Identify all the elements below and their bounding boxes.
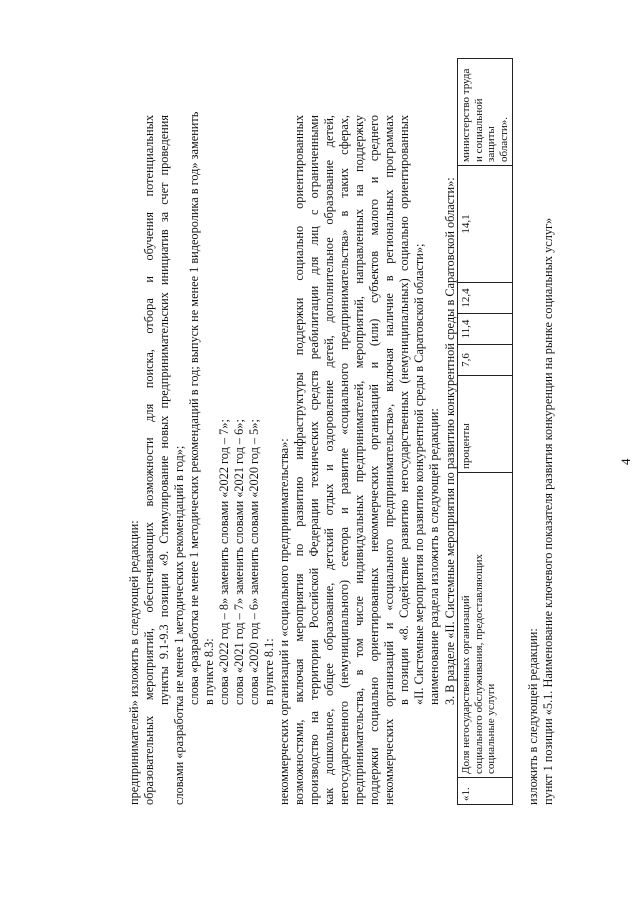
indicator-name-line: социального обслуживания, предоставляющих (472, 554, 485, 774)
body-line: некоммерческих организаций и «социального предпринимательства»: (277, 438, 291, 805)
body-line: как дошкольное, общее образование, детский отдых и оздоровление детей, дополнительное образование детей, (322, 115, 336, 805)
responsible-cell (458, 59, 513, 166)
indicator-name-line: социальные услуги (485, 683, 497, 774)
value-2022: 12,4 (458, 283, 513, 314)
body-line: производство на территории Российской Федерации технических средств реабилитации для лиц с ограниченными (307, 115, 321, 805)
body-line: негосударственного (немуниципального) сектора и развитие «социального предпринимательства» в таких сферах, (337, 115, 351, 805)
indicator-name-line: Доля негосударственных организаций (460, 595, 472, 774)
value-2020: 7,6 (458, 345, 513, 376)
intro-line-1: пункт 1 позиции «5.1. Наименование ключевого показателя развития конкуренции на рынке социальных услуг» (541, 217, 555, 805)
body-line: некоммерческих организаций и «социального предпринимательства», включая наличие в региональных программах (382, 115, 396, 805)
responsible-line: министерство труда (460, 68, 472, 162)
body-line: возможностями, включая мероприятия по развитию инфраструктуры поддержки социально ориентированных (292, 115, 306, 805)
page-number: 4 (618, 458, 633, 465)
body-line: слова «разработка не менее 1 методических рекомендаций в год; выпуск не менее 1 видеоролика в год» заменить (187, 111, 201, 705)
responsible-line: области». (497, 116, 510, 162)
body-line: словами «разработка не менее 1 методических рекомендаций в год»; (172, 445, 186, 805)
indicator-table (457, 58, 513, 805)
indicator-name (458, 473, 513, 778)
value-2021: 11,4 (458, 314, 513, 345)
body-line: в позиции «8. Содействие развитию негосударственных (немуниципальных) социально ориентированных (397, 115, 411, 705)
unit-cell: проценты (458, 376, 513, 473)
body-line: в пункте 8.3: (202, 638, 216, 705)
row-number: «1. (458, 778, 513, 805)
body-line: наименование раздела изложить в следующей редакции: (427, 408, 441, 705)
table-row (458, 59, 513, 805)
body-line: пункты 9.1-9.3 позиции «9. Стимулирование новых предпринимательских инициатив за счет проведения (157, 115, 171, 705)
body-line: 3. В разделе «II. Системные мероприятия по развитию конкурентной среды в Саратовской области»: (443, 177, 457, 705)
body-line: слова «2021 год – 7» заменить словами «2021 год – 6»; (232, 419, 246, 705)
body-line: предпринимателей» изложить в следующей редакции: (127, 520, 141, 805)
responsible-line: и социальной защиты (472, 98, 497, 162)
body-line: слова «2020 год – 6» заменить словами «2020 год – 5»; (247, 419, 261, 705)
body-line: в пункте 8.1: (262, 638, 276, 705)
intro-line-2: изложить в следующей редакции: (526, 628, 540, 805)
body-line: образовательных мероприятий, обеспечивающих возможности для поиска, отбора и обучения потенциальных (142, 115, 156, 805)
body-line: слова «2022 год – 8» заменить словами «2022 год – 7»; (217, 419, 231, 705)
body-line: поддержки социально ориентированных некоммерческих организаций и (или) субъектов малого и среднего (367, 115, 381, 805)
body-line: «II. Системные мероприятия по развитию конкурентной среды в Саратовской области»; (412, 243, 426, 705)
body-line: предпринимательства, в том числе индивидуальных предпринимателей, мероприятий, направленных на поддержку (352, 115, 366, 805)
value-2024: 14,1 (458, 166, 513, 283)
